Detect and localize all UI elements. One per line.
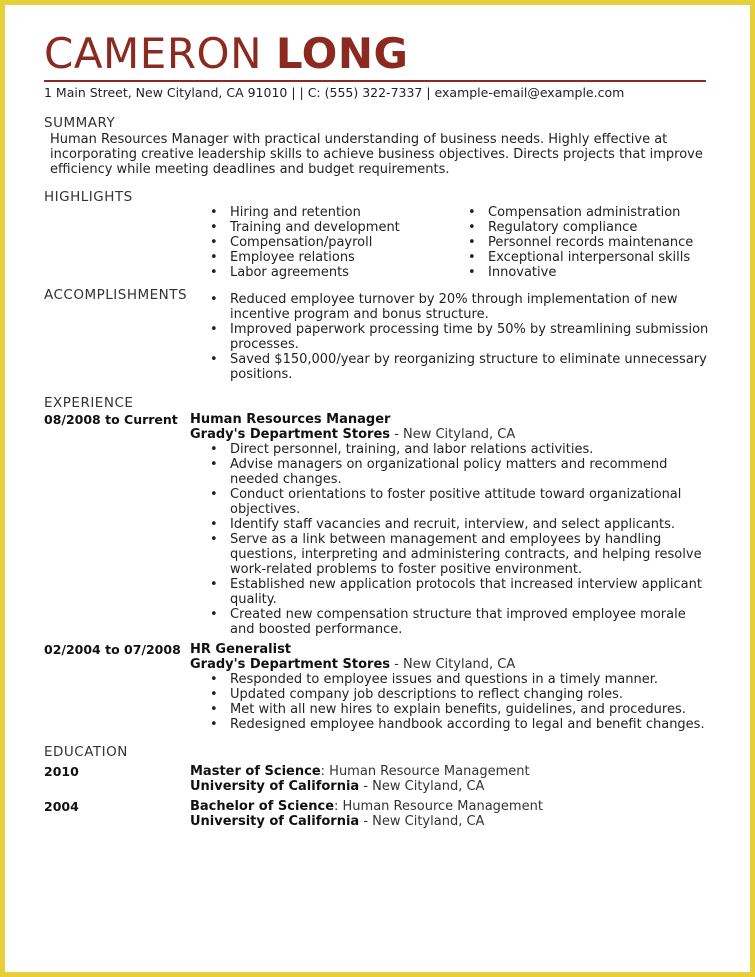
- highlight-item: • Employee relations: [190, 250, 448, 265]
- contact-line: 1 Main Street, New Cityland, CA 91010 | | C: (555) 322-7337 | example-email@example.com: [44, 85, 625, 100]
- job-duty: • Conduct orientations to foster positive attitude toward organizational objectives.: [190, 487, 710, 517]
- accomplishments-heading: ACCOMPLISHMENTS: [44, 287, 188, 303]
- highlight-item: • Compensation/payroll: [190, 235, 448, 250]
- degree-name: Bachelor of Science: [190, 799, 335, 814]
- graduation-year: 2004: [44, 799, 79, 814]
- highlight-item: • Regulatory compliance: [448, 220, 706, 235]
- school-name: University of California: [190, 779, 360, 794]
- employer-name: Grady's Department Stores: [190, 427, 391, 442]
- job-location: - New Cityland, CA: [390, 657, 516, 672]
- first-name: CAMERON: [44, 29, 262, 78]
- highlight-item: • Personnel records maintenance: [448, 235, 706, 250]
- highlight-item: • Exceptional interpersonal skills: [448, 250, 706, 265]
- highlight-item: • Compensation administration: [448, 205, 706, 220]
- job-duty: • Advise managers on organizational policy matters and recommend needed changes.: [190, 457, 710, 487]
- job-duty: • Identify staff vacancies and recruit, interview, and select applicants.: [190, 517, 710, 532]
- last-name: LONG: [275, 29, 409, 78]
- job-duties-list: [190, 672, 710, 732]
- job-dates: 08/2008 to Current: [44, 412, 178, 427]
- education-heading: EDUCATION: [44, 744, 128, 760]
- summary-heading: SUMMARY: [44, 115, 116, 131]
- degree-field: : Human Resource Management: [334, 799, 543, 814]
- experience-heading: EXPERIENCE: [44, 395, 134, 411]
- highlight-item: • Innovative: [448, 265, 706, 280]
- job-duty: • Met with all new hires to explain benefits, guidelines, and procedures.: [190, 702, 710, 717]
- accomplishment-item: • Reduced employee turnover by 20% through implementation of new incentive program and bonus structure.: [190, 292, 710, 322]
- highlights-column-2: [448, 205, 706, 280]
- job-entry: [44, 642, 710, 732]
- job-title: Human Resources Manager: [190, 412, 391, 427]
- job-duty: • Direct personnel, training, and labor relations activities.: [190, 442, 710, 457]
- job-duty: • Redesigned employee handbook according to legal and benefit changes.: [190, 717, 710, 732]
- job-location: - New Cityland, CA: [390, 427, 516, 442]
- education-entry: [44, 764, 710, 794]
- highlight-item: • Labor agreements: [190, 265, 448, 280]
- highlights-heading: HIGHLIGHTS: [44, 189, 133, 205]
- employer-name: Grady's Department Stores: [190, 657, 391, 672]
- job-dates: 02/2004 to 07/2008: [44, 642, 181, 657]
- candidate-name: [44, 30, 710, 78]
- accomplishment-item: • Saved $150,000/year by reorganizing structure to eliminate unnecessary positions.: [190, 352, 710, 382]
- job-duty: • Created new compensation structure that improved employee morale and boosted performance.: [190, 607, 710, 637]
- highlights-column-1: [190, 205, 448, 280]
- job-duties-list: [190, 442, 710, 637]
- highlights-list: [190, 205, 710, 280]
- education-entry: [44, 799, 710, 829]
- degree-name: Master of Science: [190, 764, 321, 779]
- accomplishment-item: • Improved paperwork processing time by 50% by streamlining submission processes.: [190, 322, 710, 352]
- job-duty: • Updated company job descriptions to reflect changing roles.: [190, 687, 710, 702]
- job-title: HR Generalist: [190, 642, 292, 657]
- header-divider: [44, 80, 706, 82]
- highlight-item: • Hiring and retention: [190, 205, 448, 220]
- graduation-year: 2010: [44, 764, 79, 779]
- accomplishments-list: [190, 292, 710, 382]
- summary-text: Human Resources Manager with practical understanding of business needs. Highly effective at incorporating creative leadership skills to achieve business objectives. Directs projects that improve efficiency while meeting deadlines and budget requirements.: [50, 132, 703, 177]
- highlight-item: • Training and development: [190, 220, 448, 235]
- school-location: - New Cityland, CA: [359, 814, 485, 829]
- school-name: University of California: [190, 814, 360, 829]
- job-duty: • Responded to employee issues and questions in a timely manner.: [190, 672, 710, 687]
- job-duty: • Serve as a link between management and employees by handling questions, interpreting and administering contracts, and helping resolve work-related problems to foster positive environment.: [190, 532, 710, 577]
- degree-field: : Human Resource Management: [320, 764, 530, 779]
- resume-page: [44, 30, 710, 829]
- school-location: - New Cityland, CA: [359, 779, 485, 794]
- job-entry: [44, 412, 710, 637]
- job-duty: • Established new application protocols that increased interview applicant quality.: [190, 577, 710, 607]
